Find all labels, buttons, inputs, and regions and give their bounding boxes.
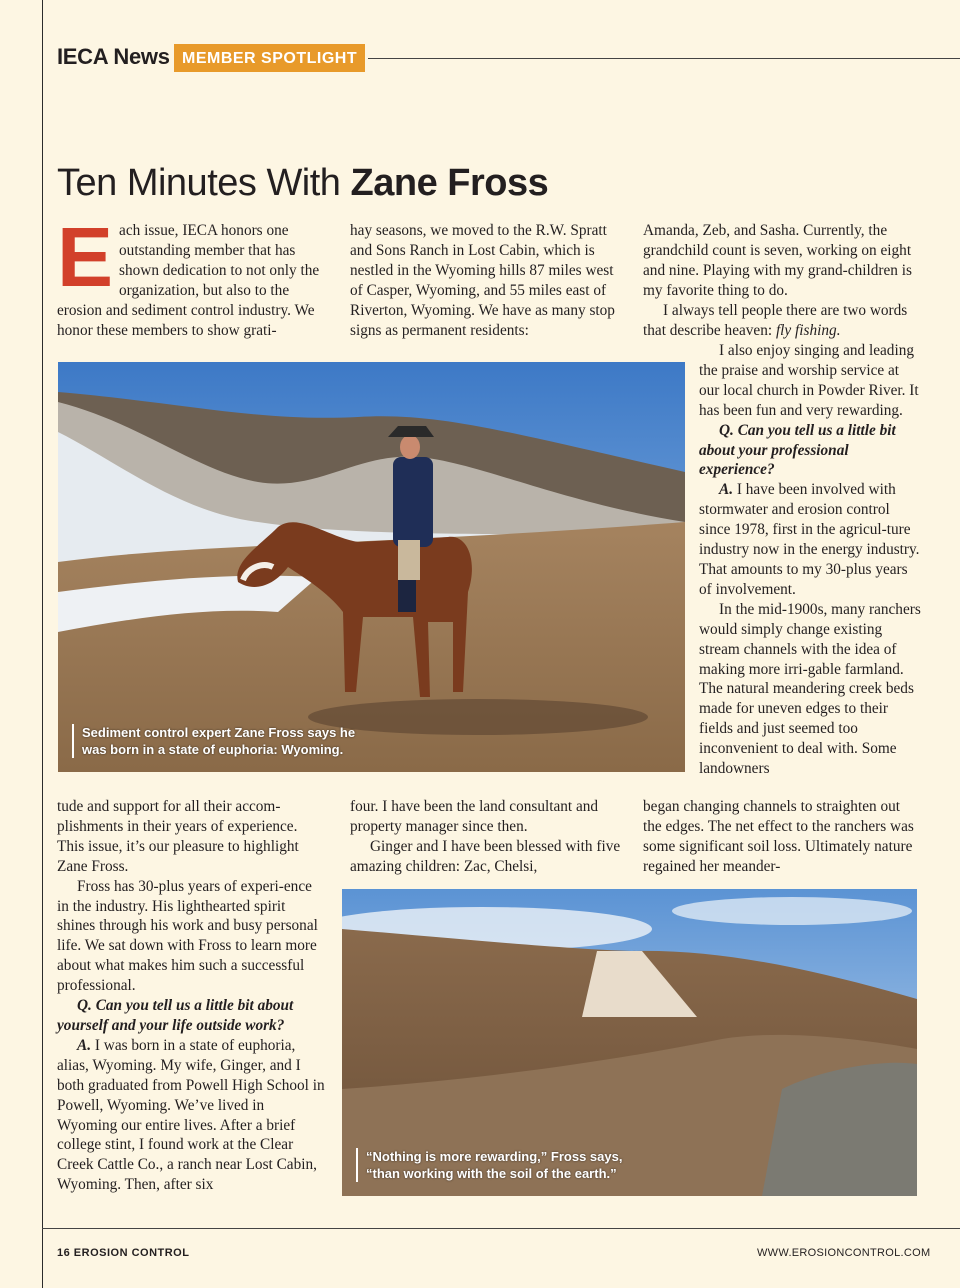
answer-label: A.	[77, 1036, 92, 1054]
footer-rule	[42, 1228, 960, 1229]
singing-paragraph: I also enjoy singing and leading the praise and worship service at our local church in Powder River. It has been fun and very rewarding.	[699, 342, 919, 419]
title-name: Zane Fross	[350, 162, 549, 204]
manager-paragraph: four. I have been the land consultant and property manager since then.	[350, 798, 599, 835]
honor-paragraph: tude and support for all their accom-plishments in their years of experience. This issue, it’s our pleasure to highlight Zane Fross.	[57, 798, 299, 875]
experience-paragraph: Fross has 30-plus years of experi-ence in the industry. His lighthearted spirit shines through his work and busy personal life. We sat down with Fross to learn more about what makes him such a successful professional.	[57, 877, 318, 995]
answer-professional-text: I have been involved with stormwater and erosion control since 1978, first in the agricul-ture industry now in the energy industry. That amounts to my 30-plus years of involvement.	[699, 481, 920, 598]
page-number-publication: 16 EROSION CONTROL	[57, 1247, 190, 1259]
drop-cap: E	[57, 210, 114, 304]
children-paragraph: Amanda, Zeb, and Sasha. Currently, the grandchild count is seven, working on eight and nine. Playing with my grand-children is my favorite thing to do.	[643, 222, 912, 299]
fly-fishing-text: fly fishing.	[775, 321, 841, 339]
article-title	[57, 162, 548, 205]
section-title: IECA News	[57, 44, 170, 69]
heaven-text: I always tell people there are two words that describe heaven:	[643, 301, 908, 339]
horse-photo-image	[58, 362, 685, 772]
family-paragraph: Ginger and I have been blessed with five amazing children: Zac, Chelsi,	[350, 837, 621, 875]
slope-photo-caption: “Nothing is more rewarding,” Fross says, “than working with the soil of the earth.”	[356, 1148, 636, 1182]
column-2-top-text: hay seasons, we moved to the R.W. Spratt and Sons Ranch in Lost Cabin, which is nestled in the Wyoming hills 87 miles west of Casper, Wyoming, and 55 miles east of Riverton, Wyoming. We have as many stop signs as permanent residents:	[350, 222, 615, 339]
column-3-side	[699, 341, 921, 779]
heaven-paragraph	[643, 301, 913, 341]
answer-professional	[699, 480, 921, 599]
column-3-bottom	[643, 797, 918, 877]
mid-1900s-paragraph: In the mid-1900s, many ranchers would simply change existing stream channels with the idea of making more irri-gable farmland. The natural meandering creek beds made for uneven edges to their fields and just seemed too inconvenient to deal with. Some landowners	[699, 600, 921, 778]
column-2-top	[350, 221, 626, 340]
channels-paragraph: began changing channels to straighten out the edges. The net effect to the ranchers was some significant soil loss. Ultimately nature regained her meander-	[643, 798, 914, 875]
website-url: WWW.EROSIONCONTROL.COM	[757, 1247, 931, 1259]
header-rule	[368, 58, 960, 59]
column-1-top	[57, 210, 325, 340]
answer-personal	[57, 1036, 325, 1195]
column-3-top	[643, 221, 913, 340]
question-professional: Q. Can you tell us a little bit about your professional experience?	[699, 421, 896, 479]
slope-photo	[342, 889, 917, 1196]
member-spotlight-tag: MEMBER SPOTLIGHT	[174, 44, 365, 72]
answer-personal-text: I was born in a state of euphoria, alias, Wyoming. My wife, Ginger, and I both graduated from Powell High School in Powell, Wyoming. We’ve lived in Wyoming our entire lives. After a brief college stint, I found work at the Clear Creek Cattle Co., a ranch near Lost Cabin, Wyoming. Then, after six	[57, 1036, 325, 1194]
intro-text: ach issue, IECA honors one outstanding member that has shown dedication to not only the organization, but also to the erosion and sediment control industry. We honor these members to show grati-	[57, 222, 320, 339]
page-margin-rule	[42, 0, 43, 1288]
horse-photo-caption: Sediment control expert Zane Fross says he was born in a state of euphoria: Wyoming.	[72, 724, 372, 758]
column-1-bottom	[57, 797, 325, 1195]
column-2-bottom	[350, 797, 626, 877]
answer-label: A.	[719, 481, 734, 499]
title-prefix: Ten Minutes With	[57, 162, 341, 204]
question-personal: Q. Can you tell us a little bit about yourself and your life outside work?	[57, 997, 294, 1034]
horse-photo	[58, 362, 685, 772]
